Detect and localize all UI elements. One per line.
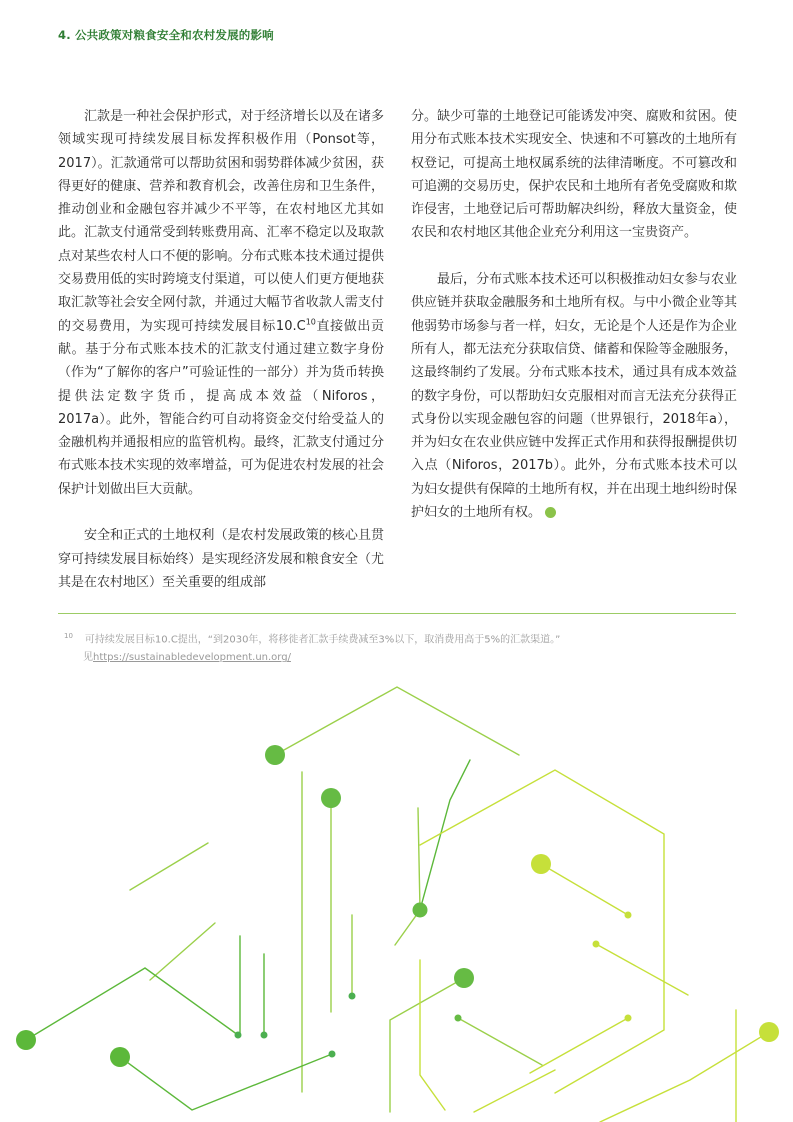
footnote-ref[interactable]: 10 — [305, 317, 316, 327]
paragraph-land-registry: 分。缺少可靠的土地登记可能诱发冲突、腐败和贫困。使用分布式账本技术实现安全、快速和不可篡改的土地所有权登记，可提高土地权属系统的法律清晰度。不可篡改和可追溯的交易历史，保护农民和土地所有者免受腐败和欺诈侵害，土地登记后可帮助解决纠纷，释放大量资金，使农民和农村地区其他企业充分利用这一宝贵资产。 — [411, 109, 737, 241]
page-header: 4. 公共政策对粮食安全和农村发展的影响 — [58, 28, 274, 42]
footnote-text: 可持续发展目标10.C提出，“到2030年，将移徙者汇款手续费减至3%以下，取消费用高于5%的汇款渠道。” — [84, 634, 561, 646]
footnote-link[interactable]: https://sustainabledevelopment.un.org/ — [93, 652, 291, 664]
paragraph-remittances: 汇款是一种社会保护形式，对于经济增长以及在诸多领域实现可持续发展目标发挥积极作用（Ponsot等，2017）。汇款通常可以帮助贫困和弱势群体减少贫困，获得更好的健康、营养和教育机会，改善住房和卫生条件，推动创业和金融包容并减少不平等，在农村地区尤其如此。汇款支付通常受到转账费用高、汇率不稳定以及取款点对某些农村人口不便的影响。分布式账本技术通过提供交易费用低的实时跨境支付渠道，可以使人们更方便地获取汇款等社会安全网付款，并通过大幅节省收款人需支付的交易费用，为实现可持续发展目标$10.C^{10}$直接做出贡献。基于分布式账本技术的汇款支付通过建立数字身份（作为“了解你的客户”可验证性的一部分）并为货币转换提供法定数字货币，提高成本效益（Niforos，2017a）。此外，智能合约可自动将资金交付给受益人的金融机构并通报相应的监管机构。最终，汇款支付通过分布式账本技术实现的效率增益，可为促进农村发展的社会保护计划做出巨大贡献。 — [58, 109, 384, 497]
paragraph-women: 最后，分布式账本技术还可以积极推动妇女参与农业供应链并获取金融服务和土地所有权。与中小微企业等其他弱势市场参与者一样，妇女，无论是个人还是作为企业所有人，都无法充分获取信贷、储蓄和保险等金融服务，这最终制约了发展。分布式账本技术，通过具有成本效益的数字身份，可以帮助妇女克服相对而言无法充分获得正式身份以实现金融包容的问题（世界银行，2018年a），并为妇女在农业供应链中发挥正式作用和获得报酬提供切入点（Niforos，2017b）。此外，分布式账本技术可以为妇女提供有保障的土地所有权，并在出现土地纠纷时保护妇女的土地所有权。 — [411, 272, 737, 521]
paragraph-land-rights: 安全和正式的土地权利（是农村发展政策的核心且贯穿可持续发展目标始终）是实现经济发展和粮食安全（尤其是在农村地区）至关重要的组成部 — [58, 528, 384, 590]
footnote-source: 见https://sustainabledevelopment.un.org/ — [83, 652, 291, 664]
footnote-number: 10 — [64, 632, 73, 640]
